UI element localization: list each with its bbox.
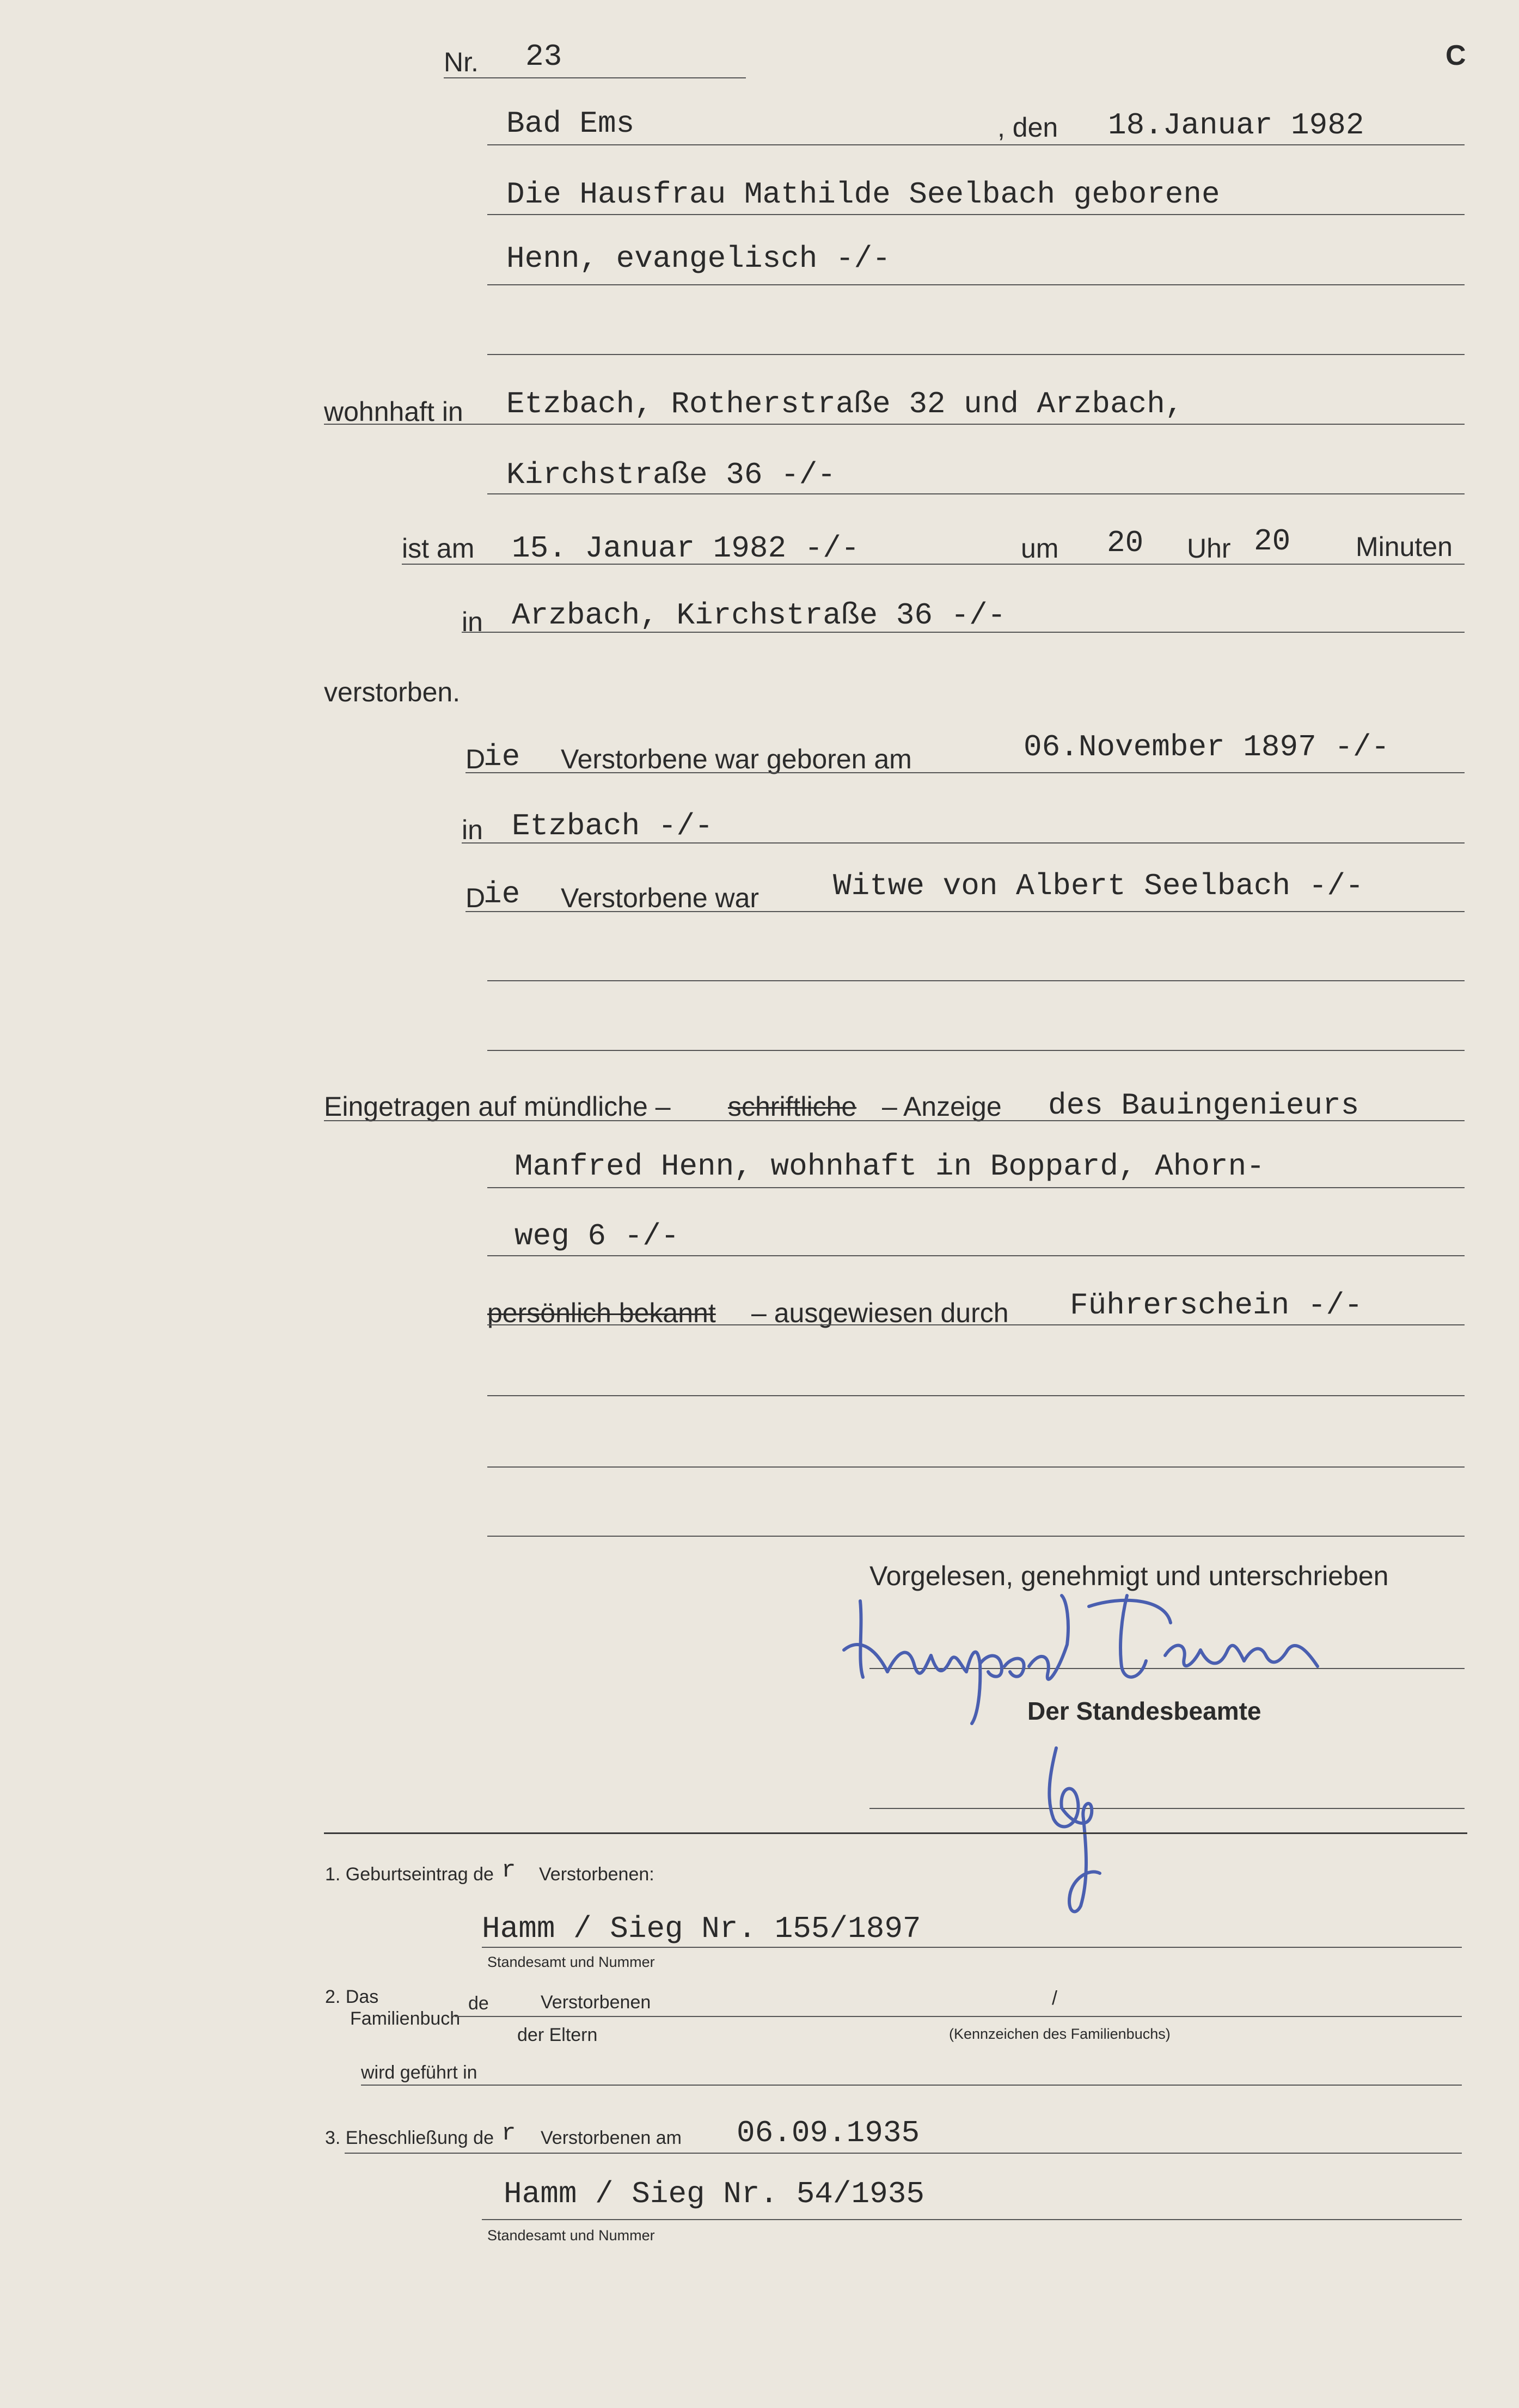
death-date: 15. Januar 1982 -/- bbox=[512, 531, 860, 566]
family-book-wird-rule bbox=[361, 2085, 1462, 2086]
informant-line-2: Manfred Henn, wohnhaft in Boppard, Ahorn- bbox=[514, 1149, 1265, 1184]
marital-blank-rule-1 bbox=[487, 980, 1465, 981]
registrar-label: Der Standesbeamte bbox=[1027, 1697, 1261, 1725]
registrar-signature-image bbox=[1029, 1737, 1138, 1917]
family-book-slash: / bbox=[1052, 1987, 1058, 2009]
marriage-value: Hamm / Sieg Nr. 54/1935 bbox=[504, 2177, 924, 2211]
registration-label-struck: schriftliche bbox=[728, 1091, 857, 1122]
marriage-value-rule bbox=[482, 2219, 1462, 2220]
nr-value: 23 bbox=[525, 39, 562, 74]
marriage-caption: Standesamt und Nummer bbox=[487, 2227, 655, 2244]
birth-place: Etzbach -/- bbox=[512, 809, 713, 844]
family-book-wird: wird geführt in bbox=[361, 2062, 477, 2083]
nr-underline bbox=[444, 77, 746, 78]
birth-place-rule bbox=[462, 842, 1465, 844]
wohnhaft-label: wohnhaft in bbox=[324, 396, 463, 427]
nr-label: Nr. bbox=[444, 47, 479, 77]
birth-entry-r-typed: r bbox=[501, 1857, 516, 1884]
identity-label: – ausgewiesen durch bbox=[751, 1298, 1009, 1328]
place-date-line bbox=[487, 144, 1465, 145]
informant-signature-image bbox=[838, 1585, 1388, 1737]
registrar-signature-line bbox=[869, 1808, 1465, 1809]
marital-blank-rule-2 bbox=[487, 1050, 1465, 1051]
death-place: Arzbach, Kirchstraße 36 -/- bbox=[512, 598, 1006, 633]
footer-divider bbox=[324, 1832, 1467, 1834]
death-in-label: in bbox=[462, 607, 483, 637]
informant-line-1: des Bauingenieurs bbox=[1048, 1088, 1359, 1123]
read-approved-label: Vorgelesen, genehmigt und unterschrieben bbox=[869, 1561, 1389, 1591]
person-blank-rule bbox=[487, 354, 1465, 355]
den-label: , den bbox=[997, 112, 1058, 143]
family-book-number: 2. Das bbox=[325, 1987, 379, 2007]
family-book-caption: (Kennzeichen des Familienbuchs) bbox=[949, 2026, 1171, 2042]
marital-ie-typed: ie bbox=[483, 877, 520, 912]
death-place-rule bbox=[462, 632, 1465, 633]
family-book-de: de bbox=[468, 1993, 489, 2014]
birth-entry-label: 1. Geburtseintrag de bbox=[325, 1864, 494, 1885]
family-book-eltern: der Eltern bbox=[517, 2025, 598, 2045]
marital-label: Verstorbene war bbox=[561, 883, 759, 913]
family-book-rule bbox=[455, 2016, 1462, 2017]
corner-letter: C bbox=[1445, 40, 1466, 71]
residence-line-2-rule bbox=[487, 493, 1465, 494]
person-line-2: Henn, evangelisch -/- bbox=[506, 241, 891, 276]
residence-line-2: Kirchstraße 36 -/- bbox=[506, 457, 836, 492]
um-label: um bbox=[1021, 533, 1059, 564]
registration-rule bbox=[324, 1120, 1465, 1121]
marital-rule bbox=[465, 911, 1465, 912]
residence-line-1: Etzbach, Rotherstraße 32 und Arzbach, bbox=[506, 387, 1184, 421]
birth-d-label: D bbox=[465, 744, 486, 774]
marriage-date-rule bbox=[345, 2153, 1462, 2154]
birth-entry-value: Hamm / Sieg Nr. 155/1897 bbox=[482, 1911, 921, 1946]
birth-label: Verstorbene war geboren am bbox=[561, 744, 912, 774]
identity-value: Führerschein -/- bbox=[1070, 1288, 1363, 1323]
birth-entry-rule bbox=[482, 1947, 1462, 1948]
register-date: 18.Januar 1982 bbox=[1108, 108, 1364, 143]
blank-rule-1 bbox=[487, 1395, 1465, 1396]
blank-rule-3 bbox=[487, 1536, 1465, 1537]
informant-line-2-rule bbox=[487, 1187, 1465, 1188]
marital-d-label: D bbox=[465, 883, 486, 913]
uhr-label: Uhr bbox=[1187, 533, 1231, 564]
birth-ie-typed: ie bbox=[483, 739, 520, 774]
death-minute: 20 bbox=[1254, 524, 1291, 559]
registration-label-part1: Eingetragen auf mündliche – bbox=[324, 1091, 671, 1122]
registration-label-part2: – Anzeige bbox=[882, 1091, 1002, 1122]
informant-line-3: weg 6 -/- bbox=[514, 1219, 679, 1254]
ist-am-label: ist am bbox=[402, 533, 475, 564]
identity-struck: persönlich bekannt bbox=[487, 1298, 716, 1328]
marriage-label: 3. Eheschließung de bbox=[325, 2128, 494, 2148]
residence-line-1-rule bbox=[324, 424, 1465, 425]
person-line-1: Die Hausfrau Mathilde Seelbach geborene bbox=[506, 177, 1220, 212]
person-line-2-rule bbox=[487, 284, 1465, 285]
birth-date: 06.November 1897 -/- bbox=[1024, 730, 1390, 765]
birth-in-label: in bbox=[462, 815, 483, 845]
family-book-verstorbenen: Verstorbenen bbox=[541, 1992, 651, 2013]
death-date-rule bbox=[402, 564, 1465, 565]
birth-entry-caption: Standesamt und Nummer bbox=[487, 1954, 655, 1970]
blank-rule-2 bbox=[487, 1466, 1465, 1468]
death-hour: 20 bbox=[1107, 525, 1144, 560]
informant-line-3-rule bbox=[487, 1255, 1465, 1256]
minuten-label: Minuten bbox=[1356, 531, 1453, 562]
identity-rule bbox=[487, 1324, 1465, 1325]
marriage-date: 06.09.1935 bbox=[737, 2116, 920, 2150]
family-book-label: Familienbuch bbox=[350, 2008, 461, 2029]
marital-value: Witwe von Albert Seelbach -/- bbox=[833, 869, 1364, 903]
person-line-1-rule bbox=[487, 214, 1465, 215]
register-place: Bad Ems bbox=[506, 106, 635, 141]
marriage-r-typed: r bbox=[501, 2120, 516, 2147]
birth-entry-suffix: Verstorbenen: bbox=[539, 1864, 654, 1885]
marriage-suffix: Verstorbenen am bbox=[541, 2128, 682, 2148]
verstorben-label: verstorben. bbox=[324, 677, 461, 707]
birth-date-rule bbox=[465, 772, 1465, 773]
